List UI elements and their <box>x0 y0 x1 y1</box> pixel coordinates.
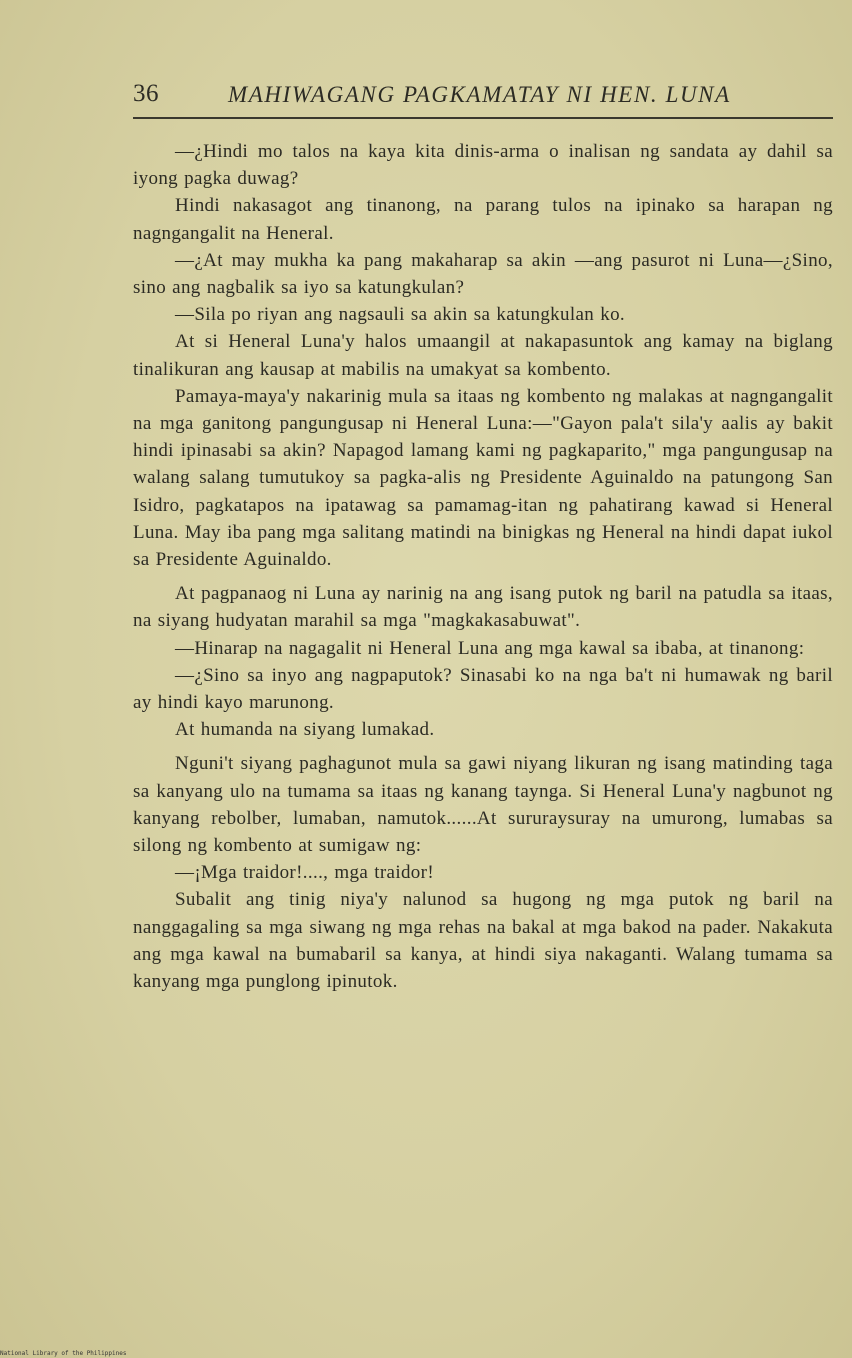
paragraph-12: —¡Mga traidor!...., mga traidor! <box>175 862 435 884</box>
paragraph-5: At si Heneral Luna'y halos umaangil at nakapasuntok ang kamay na biglang tinalikuran ang kausap at mabilis na umakyat sa kombento. <box>133 331 833 380</box>
paragraph-7: At pagpanaog ni Luna ay narinig na ang isang putok ng baril na patudla sa itaas, na siyang hudyatan marahil sa mga "magkakasabuwat". <box>133 583 833 632</box>
paragraph-8: —Hinarap na nagagalit ni Heneral Luna ang mga kawal sa ibaba, at tinanong: <box>175 637 805 659</box>
paragraph-1: —¿Hindi mo talos na kaya kita dinis-arma o inalisan ng sandata ay dahil sa iyong pagka duwag? <box>133 141 833 190</box>
header-rule <box>133 117 833 119</box>
paragraph-3: —¿At may mukha ka pang makaharap sa akin —ang pasurot ni Luna—¿Sino, sino ang nagbalik sa iyo sa katungkulan? <box>133 249 833 299</box>
page-header <box>133 76 833 112</box>
paragraph-10: At humanda na siyang lumakad. <box>175 719 435 741</box>
paragraph-2: Hindi nakasagot ang tinanong, na parang tulos na ipinako sa harapan ng nagngangalit na Heneral. <box>133 195 833 244</box>
paragraph-4: —Sila po riyan ang nagsauli sa akin sa katungkulan ko. <box>175 304 626 326</box>
running-title: MAHIWAGANG PAGKAMATAY NI HEN. LUNA <box>228 82 731 107</box>
paragraph-9: —¿Sino sa inyo ang nagpaputok? Sinasabi ko na nga ba't ni humawak ng baril ay hindi kayo marunong. <box>133 664 833 714</box>
library-credit: National Library of the Philippines <box>0 1350 127 1357</box>
paragraph-13: Subalit ang tinig niya'y nalunod sa hugong ng mga putok ng baril na nanggagaling sa mga siwang ng mga rehas na bakal at mga bakod na pader. Nakakuta ang mga kawal na bumabaril sa kanya, at hindi siya nakaganti. Walang tumama sa kanyang mga punglong ipinutok. <box>133 889 833 993</box>
body-text <box>133 138 833 995</box>
paragraph-11: Nguni't siyang paghagunot mula sa gawi niyang likuran ng isang matinding taga sa kanyang ulo na tumama sa itaas ng kanang taynga. Si Heneral Luna'y nagbunot ng kanyang rebolber, lumaban, namutok......At sururaysuray na umurong, lumabas sa silong ng kombento at sumigaw ng: <box>133 753 833 857</box>
page-number: 36 <box>133 80 159 107</box>
paragraph-6: Pamaya-maya'y nakarinig mula sa itaas ng kombento ng malakas at nagngangalit na mga ganitong pangungusap ni Heneral Luna:—"Gayon pala't sila'y aalis ay bakit hindi ipinasabi sa akin? Napagod lamang kami ng pagkaparito," mga pangungusap na walang salang tumutukoy sa pagka-alis ng Presidente Aguinaldo na patungong San Isidro, pagkatapos na ipatawag sa pamamag-itan ng pahatirang kawad si Heneral Luna. May iba pang mga salitang matindi na binigkas ng Heneral na hindi dapat iukol sa Presidente Aguinaldo. <box>133 385 833 571</box>
